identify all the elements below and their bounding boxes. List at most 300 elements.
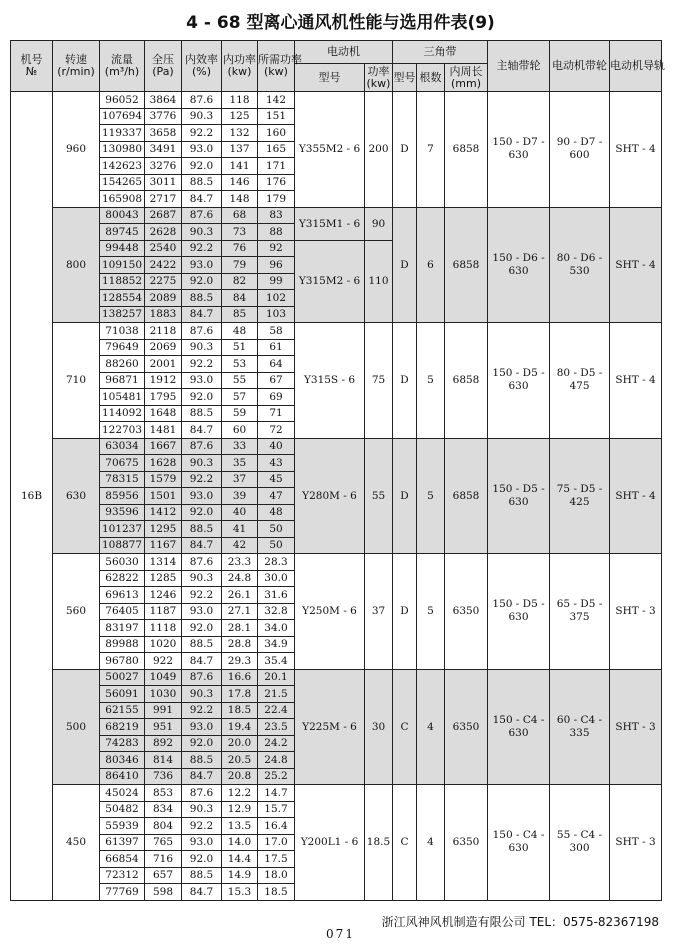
spindle-pulley-cell: 150 - C4 - 630 — [488, 669, 550, 785]
belt-length-cell: 6858 — [445, 323, 488, 439]
efficiency-cell: 92.2 — [182, 702, 222, 719]
internal-power-cell: 19.4 — [222, 719, 258, 736]
col-efficiency: 内效率 (%) — [182, 41, 222, 92]
table-row — [11, 438, 662, 455]
required-power-cell: 64 — [258, 356, 295, 373]
pressure-cell: 1579 — [145, 471, 182, 488]
col-pressure: 全压 (Pa) — [145, 41, 182, 92]
col-motor-type: 型号 — [295, 64, 365, 92]
table-row — [11, 207, 662, 224]
pressure-cell: 1667 — [145, 438, 182, 455]
required-power-cell: 160 — [258, 125, 295, 142]
col-motor-power: 功率 (kw) — [365, 64, 393, 92]
efficiency-cell: 88.5 — [182, 405, 222, 422]
speed-cell: 500 — [53, 669, 100, 785]
page-title: 4 - 68 型离心通风机性能与选用件表(9) — [186, 13, 495, 33]
flow-cell: 61397 — [100, 834, 145, 851]
flow-cell: 66854 — [100, 851, 145, 868]
flow-cell: 74283 — [100, 735, 145, 752]
motor-rail-cell: SHT - 3 — [610, 554, 662, 670]
flow-cell: 119337 — [100, 125, 145, 142]
pressure-cell: 2069 — [145, 339, 182, 356]
required-power-cell: 99 — [258, 273, 295, 290]
flow-cell: 85956 — [100, 488, 145, 505]
belt-count-cell: 6 — [417, 207, 445, 323]
belt-length-cell: 6350 — [445, 785, 488, 901]
pressure-cell: 804 — [145, 818, 182, 835]
table-row — [11, 554, 662, 571]
efficiency-cell: 90.3 — [182, 801, 222, 818]
required-power-cell: 102 — [258, 290, 295, 307]
pressure-cell: 922 — [145, 653, 182, 670]
internal-power-cell: 132 — [222, 125, 258, 142]
motor-type-cell: Y250M - 6 — [295, 554, 365, 670]
belt-type-cell: D — [393, 92, 417, 208]
flow-cell: 105481 — [100, 389, 145, 406]
internal-power-cell: 18.5 — [222, 702, 258, 719]
flow-cell: 114092 — [100, 405, 145, 422]
company-footer: 浙江风神风机制造有限公司 TEL：0575-82367198 — [381, 915, 659, 929]
efficiency-cell: 92.0 — [182, 735, 222, 752]
flow-cell: 89745 — [100, 224, 145, 241]
pressure-cell: 2687 — [145, 207, 182, 224]
efficiency-cell: 93.0 — [182, 719, 222, 736]
internal-power-cell: 79 — [222, 257, 258, 274]
efficiency-cell: 88.5 — [182, 290, 222, 307]
efficiency-cell: 90.3 — [182, 455, 222, 472]
flow-cell: 130980 — [100, 141, 145, 158]
pressure-cell: 951 — [145, 719, 182, 736]
pressure-cell: 3011 — [145, 174, 182, 191]
flow-cell: 86410 — [100, 768, 145, 785]
flow-cell: 128554 — [100, 290, 145, 307]
internal-power-cell: 24.8 — [222, 570, 258, 587]
efficiency-cell: 88.5 — [182, 752, 222, 769]
flow-cell: 96871 — [100, 372, 145, 389]
internal-power-cell: 118 — [222, 92, 258, 109]
required-power-cell: 47 — [258, 488, 295, 505]
internal-power-cell: 85 — [222, 306, 258, 323]
required-power-cell: 72 — [258, 422, 295, 439]
internal-power-cell: 125 — [222, 108, 258, 125]
speed-cell: 710 — [53, 323, 100, 439]
col-motor-pulley: 电动机带轮 — [550, 41, 610, 92]
pressure-cell: 3491 — [145, 141, 182, 158]
efficiency-cell: 92.0 — [182, 389, 222, 406]
required-power-cell: 24.8 — [258, 752, 295, 769]
belt-type-cell: D — [393, 323, 417, 439]
efficiency-cell: 84.7 — [182, 768, 222, 785]
required-power-cell: 34.0 — [258, 620, 295, 637]
speed-cell: 630 — [53, 438, 100, 554]
efficiency-cell: 92.0 — [182, 620, 222, 637]
belt-count-cell: 5 — [417, 323, 445, 439]
required-power-cell: 17.5 — [258, 851, 295, 868]
col-required-power: 所需功率 (kw) — [258, 41, 295, 92]
spindle-pulley-cell: 150 - D5 - 630 — [488, 438, 550, 554]
flow-cell: 80043 — [100, 207, 145, 224]
spindle-pulley-cell: 150 - D7 - 630 — [488, 92, 550, 208]
required-power-cell: 34.9 — [258, 636, 295, 653]
motor-rail-cell: SHT - 4 — [610, 207, 662, 323]
motor-power-cell: 200 — [365, 92, 393, 208]
internal-power-cell: 148 — [222, 191, 258, 208]
required-power-cell: 35.4 — [258, 653, 295, 670]
required-power-cell: 171 — [258, 158, 295, 175]
pressure-cell: 1246 — [145, 587, 182, 604]
pressure-cell: 1118 — [145, 620, 182, 637]
pressure-cell: 1295 — [145, 521, 182, 538]
flow-cell: 55939 — [100, 818, 145, 835]
flow-cell: 101237 — [100, 521, 145, 538]
efficiency-cell: 84.7 — [182, 306, 222, 323]
col-model-no: 机号 № — [11, 41, 53, 92]
motor-pulley-cell: 55 - C4 - 300 — [550, 785, 610, 901]
flow-cell: 50482 — [100, 801, 145, 818]
required-power-cell: 83 — [258, 207, 295, 224]
internal-power-cell: 12.9 — [222, 801, 258, 818]
internal-power-cell: 39 — [222, 488, 258, 505]
internal-power-cell: 14.0 — [222, 834, 258, 851]
belt-count-cell: 5 — [417, 438, 445, 554]
pressure-cell: 2717 — [145, 191, 182, 208]
internal-power-cell: 57 — [222, 389, 258, 406]
motor-power-cell: 30 — [365, 669, 393, 785]
spindle-pulley-cell: 150 - D5 - 630 — [488, 554, 550, 670]
motor-pulley-cell: 80 - D6 - 530 — [550, 207, 610, 323]
required-power-cell: 50 — [258, 521, 295, 538]
efficiency-cell: 90.3 — [182, 339, 222, 356]
internal-power-cell: 82 — [222, 273, 258, 290]
pressure-cell: 598 — [145, 884, 182, 901]
efficiency-cell: 84.7 — [182, 537, 222, 554]
flow-cell: 88260 — [100, 356, 145, 373]
pressure-cell: 2118 — [145, 323, 182, 340]
motor-power-cell: 37 — [365, 554, 393, 670]
speed-cell: 560 — [53, 554, 100, 670]
internal-power-cell: 15.3 — [222, 884, 258, 901]
pressure-cell: 2001 — [145, 356, 182, 373]
flow-cell: 122703 — [100, 422, 145, 439]
pressure-cell: 3776 — [145, 108, 182, 125]
motor-type-cell: Y225M - 6 — [295, 669, 365, 785]
speed-cell: 800 — [53, 207, 100, 323]
table-row — [11, 92, 662, 109]
flow-cell: 62822 — [100, 570, 145, 587]
belt-type-cell: D — [393, 438, 417, 554]
spindle-pulley-cell: 150 - C4 - 630 — [488, 785, 550, 901]
motor-rail-cell: SHT - 4 — [610, 92, 662, 208]
pressure-cell: 1049 — [145, 669, 182, 686]
internal-power-cell: 28.8 — [222, 636, 258, 653]
required-power-cell: 48 — [258, 504, 295, 521]
belt-count-cell: 4 — [417, 669, 445, 785]
required-power-cell: 24.2 — [258, 735, 295, 752]
required-power-cell: 43 — [258, 455, 295, 472]
internal-power-cell: 53 — [222, 356, 258, 373]
required-power-cell: 25.2 — [258, 768, 295, 785]
internal-power-cell: 40 — [222, 504, 258, 521]
flow-cell: 78315 — [100, 471, 145, 488]
efficiency-cell: 88.5 — [182, 636, 222, 653]
required-power-cell: 151 — [258, 108, 295, 125]
speed-cell: 960 — [53, 92, 100, 208]
efficiency-cell: 93.0 — [182, 834, 222, 851]
motor-power-cell: 90 — [365, 207, 393, 240]
spindle-pulley-cell: 150 - D5 - 630 — [488, 323, 550, 439]
belt-length-cell: 6350 — [445, 669, 488, 785]
flow-cell: 93596 — [100, 504, 145, 521]
internal-power-cell: 20.0 — [222, 735, 258, 752]
motor-type-cell: Y315M2 - 6 — [295, 240, 365, 323]
belt-type-cell: C — [393, 785, 417, 901]
required-power-cell: 71 — [258, 405, 295, 422]
efficiency-cell: 84.7 — [182, 653, 222, 670]
flow-cell: 68219 — [100, 719, 145, 736]
internal-power-cell: 17.8 — [222, 686, 258, 703]
speed-cell: 450 — [53, 785, 100, 901]
pressure-cell: 1314 — [145, 554, 182, 571]
pressure-cell: 1648 — [145, 405, 182, 422]
machine-number-cell: 16B — [11, 92, 53, 901]
motor-power-cell: 18.5 — [365, 785, 393, 901]
required-power-cell: 14.7 — [258, 785, 295, 802]
required-power-cell: 67 — [258, 372, 295, 389]
efficiency-cell: 88.5 — [182, 867, 222, 884]
internal-power-cell: 29.3 — [222, 653, 258, 670]
efficiency-cell: 87.6 — [182, 785, 222, 802]
flow-cell: 80346 — [100, 752, 145, 769]
motor-power-cell: 75 — [365, 323, 393, 439]
col-belt-type: 型号 — [393, 64, 417, 92]
efficiency-cell: 92.2 — [182, 125, 222, 142]
efficiency-cell: 92.0 — [182, 273, 222, 290]
required-power-cell: 32.8 — [258, 603, 295, 620]
belt-length-cell: 6858 — [445, 207, 488, 323]
required-power-cell: 58 — [258, 323, 295, 340]
required-power-cell: 61 — [258, 339, 295, 356]
belt-count-cell: 7 — [417, 92, 445, 208]
required-power-cell: 142 — [258, 92, 295, 109]
internal-power-cell: 137 — [222, 141, 258, 158]
required-power-cell: 103 — [258, 306, 295, 323]
efficiency-cell: 87.6 — [182, 554, 222, 571]
internal-power-cell: 41 — [222, 521, 258, 538]
col-motor-rail: 电动机导轨 — [610, 41, 662, 92]
pressure-cell: 3864 — [145, 92, 182, 109]
flow-cell: 62155 — [100, 702, 145, 719]
pressure-cell: 1030 — [145, 686, 182, 703]
efficiency-cell: 92.2 — [182, 587, 222, 604]
required-power-cell: 23.5 — [258, 719, 295, 736]
flow-cell: 142623 — [100, 158, 145, 175]
flow-cell: 107694 — [100, 108, 145, 125]
required-power-cell: 45 — [258, 471, 295, 488]
efficiency-cell: 90.3 — [182, 108, 222, 125]
efficiency-cell: 92.0 — [182, 851, 222, 868]
performance-table — [10, 40, 666, 901]
required-power-cell: 16.4 — [258, 818, 295, 835]
flow-cell: 96780 — [100, 653, 145, 670]
belt-count-cell: 4 — [417, 785, 445, 901]
pressure-cell: 765 — [145, 834, 182, 851]
internal-power-cell: 37 — [222, 471, 258, 488]
internal-power-cell: 26.1 — [222, 587, 258, 604]
pressure-cell: 1883 — [145, 306, 182, 323]
col-motor-group: 电动机 — [295, 41, 393, 64]
pressure-cell: 1020 — [145, 636, 182, 653]
motor-pulley-cell: 65 - D5 - 375 — [550, 554, 610, 670]
motor-power-cell: 55 — [365, 438, 393, 554]
pressure-cell: 1412 — [145, 504, 182, 521]
pressure-cell: 2089 — [145, 290, 182, 307]
flow-cell: 96052 — [100, 92, 145, 109]
internal-power-cell: 35 — [222, 455, 258, 472]
required-power-cell: 165 — [258, 141, 295, 158]
internal-power-cell: 20.8 — [222, 768, 258, 785]
pressure-cell: 1912 — [145, 372, 182, 389]
pressure-cell: 3276 — [145, 158, 182, 175]
col-spindle-pulley: 主轴带轮 — [488, 41, 550, 92]
pressure-cell: 716 — [145, 851, 182, 868]
internal-power-cell: 14.4 — [222, 851, 258, 868]
required-power-cell: 31.6 — [258, 587, 295, 604]
pressure-cell: 1795 — [145, 389, 182, 406]
motor-rail-cell: SHT - 3 — [610, 669, 662, 785]
required-power-cell: 22.4 — [258, 702, 295, 719]
flow-cell: 89988 — [100, 636, 145, 653]
flow-cell: 108877 — [100, 537, 145, 554]
table-row — [11, 323, 662, 340]
pressure-cell: 1167 — [145, 537, 182, 554]
efficiency-cell: 87.6 — [182, 92, 222, 109]
efficiency-cell: 90.3 — [182, 570, 222, 587]
internal-power-cell: 12.2 — [222, 785, 258, 802]
flow-cell: 109150 — [100, 257, 145, 274]
motor-type-cell: Y200L1 - 6 — [295, 785, 365, 901]
flow-cell: 56091 — [100, 686, 145, 703]
efficiency-cell: 90.3 — [182, 686, 222, 703]
required-power-cell: 92 — [258, 240, 295, 257]
pressure-cell: 1501 — [145, 488, 182, 505]
belt-count-cell: 5 — [417, 554, 445, 670]
efficiency-cell: 90.3 — [182, 224, 222, 241]
internal-power-cell: 28.1 — [222, 620, 258, 637]
required-power-cell: 50 — [258, 537, 295, 554]
motor-type-cell: Y280M - 6 — [295, 438, 365, 554]
flow-cell: 154265 — [100, 174, 145, 191]
flow-cell: 69613 — [100, 587, 145, 604]
internal-power-cell: 73 — [222, 224, 258, 241]
efficiency-cell: 84.7 — [182, 191, 222, 208]
efficiency-cell: 84.7 — [182, 422, 222, 439]
efficiency-cell: 87.6 — [182, 438, 222, 455]
motor-rail-cell: SHT - 3 — [610, 785, 662, 901]
required-power-cell: 21.5 — [258, 686, 295, 703]
pressure-cell: 892 — [145, 735, 182, 752]
required-power-cell: 88 — [258, 224, 295, 241]
flow-cell: 79649 — [100, 339, 145, 356]
flow-cell: 99448 — [100, 240, 145, 257]
table-body — [11, 92, 662, 901]
internal-power-cell: 51 — [222, 339, 258, 356]
efficiency-cell: 92.2 — [182, 471, 222, 488]
col-internal-power: 内功率 (kw) — [222, 41, 258, 92]
motor-power-cell: 110 — [365, 240, 393, 323]
pressure-cell: 1628 — [145, 455, 182, 472]
page-number: 071 — [326, 927, 355, 941]
flow-cell: 138257 — [100, 306, 145, 323]
pressure-cell: 853 — [145, 785, 182, 802]
flow-cell: 72312 — [100, 867, 145, 884]
efficiency-cell: 88.5 — [182, 521, 222, 538]
efficiency-cell: 92.2 — [182, 356, 222, 373]
internal-power-cell: 68 — [222, 207, 258, 224]
belt-type-cell: D — [393, 554, 417, 670]
required-power-cell: 40 — [258, 438, 295, 455]
pressure-cell: 2422 — [145, 257, 182, 274]
col-belt-length: 内周长 (mm) — [445, 64, 488, 92]
required-power-cell: 18.5 — [258, 884, 295, 901]
flow-cell: 63034 — [100, 438, 145, 455]
pressure-cell: 814 — [145, 752, 182, 769]
pressure-cell: 1187 — [145, 603, 182, 620]
internal-power-cell: 27.1 — [222, 603, 258, 620]
pressure-cell: 736 — [145, 768, 182, 785]
required-power-cell: 18.0 — [258, 867, 295, 884]
internal-power-cell: 23.3 — [222, 554, 258, 571]
internal-power-cell: 13.5 — [222, 818, 258, 835]
col-speed: 转速 (r/min) — [53, 41, 100, 92]
internal-power-cell: 60 — [222, 422, 258, 439]
internal-power-cell: 146 — [222, 174, 258, 191]
internal-power-cell: 76 — [222, 240, 258, 257]
efficiency-cell: 93.0 — [182, 257, 222, 274]
table-row — [11, 669, 662, 686]
pressure-cell: 1285 — [145, 570, 182, 587]
pressure-cell: 2540 — [145, 240, 182, 257]
motor-rail-cell: SHT - 4 — [610, 438, 662, 554]
internal-power-cell: 16.6 — [222, 669, 258, 686]
pressure-cell: 3658 — [145, 125, 182, 142]
flow-cell: 45024 — [100, 785, 145, 802]
required-power-cell: 69 — [258, 389, 295, 406]
belt-length-cell: 6350 — [445, 554, 488, 670]
motor-rail-cell: SHT - 4 — [610, 323, 662, 439]
required-power-cell: 15.7 — [258, 801, 295, 818]
flow-cell: 71038 — [100, 323, 145, 340]
efficiency-cell: 92.0 — [182, 504, 222, 521]
motor-pulley-cell: 80 - D5 - 475 — [550, 323, 610, 439]
efficiency-cell: 92.2 — [182, 240, 222, 257]
flow-cell: 83197 — [100, 620, 145, 637]
required-power-cell: 20.1 — [258, 669, 295, 686]
required-power-cell: 96 — [258, 257, 295, 274]
col-flow: 流量 (m³/h) — [100, 41, 145, 92]
required-power-cell: 17.0 — [258, 834, 295, 851]
internal-power-cell: 20.5 — [222, 752, 258, 769]
efficiency-cell: 92.2 — [182, 818, 222, 835]
pressure-cell: 1481 — [145, 422, 182, 439]
pressure-cell: 657 — [145, 867, 182, 884]
flow-cell: 118852 — [100, 273, 145, 290]
internal-power-cell: 141 — [222, 158, 258, 175]
required-power-cell: 176 — [258, 174, 295, 191]
efficiency-cell: 87.6 — [182, 669, 222, 686]
flow-cell: 76405 — [100, 603, 145, 620]
flow-cell: 50027 — [100, 669, 145, 686]
pressure-cell: 2628 — [145, 224, 182, 241]
